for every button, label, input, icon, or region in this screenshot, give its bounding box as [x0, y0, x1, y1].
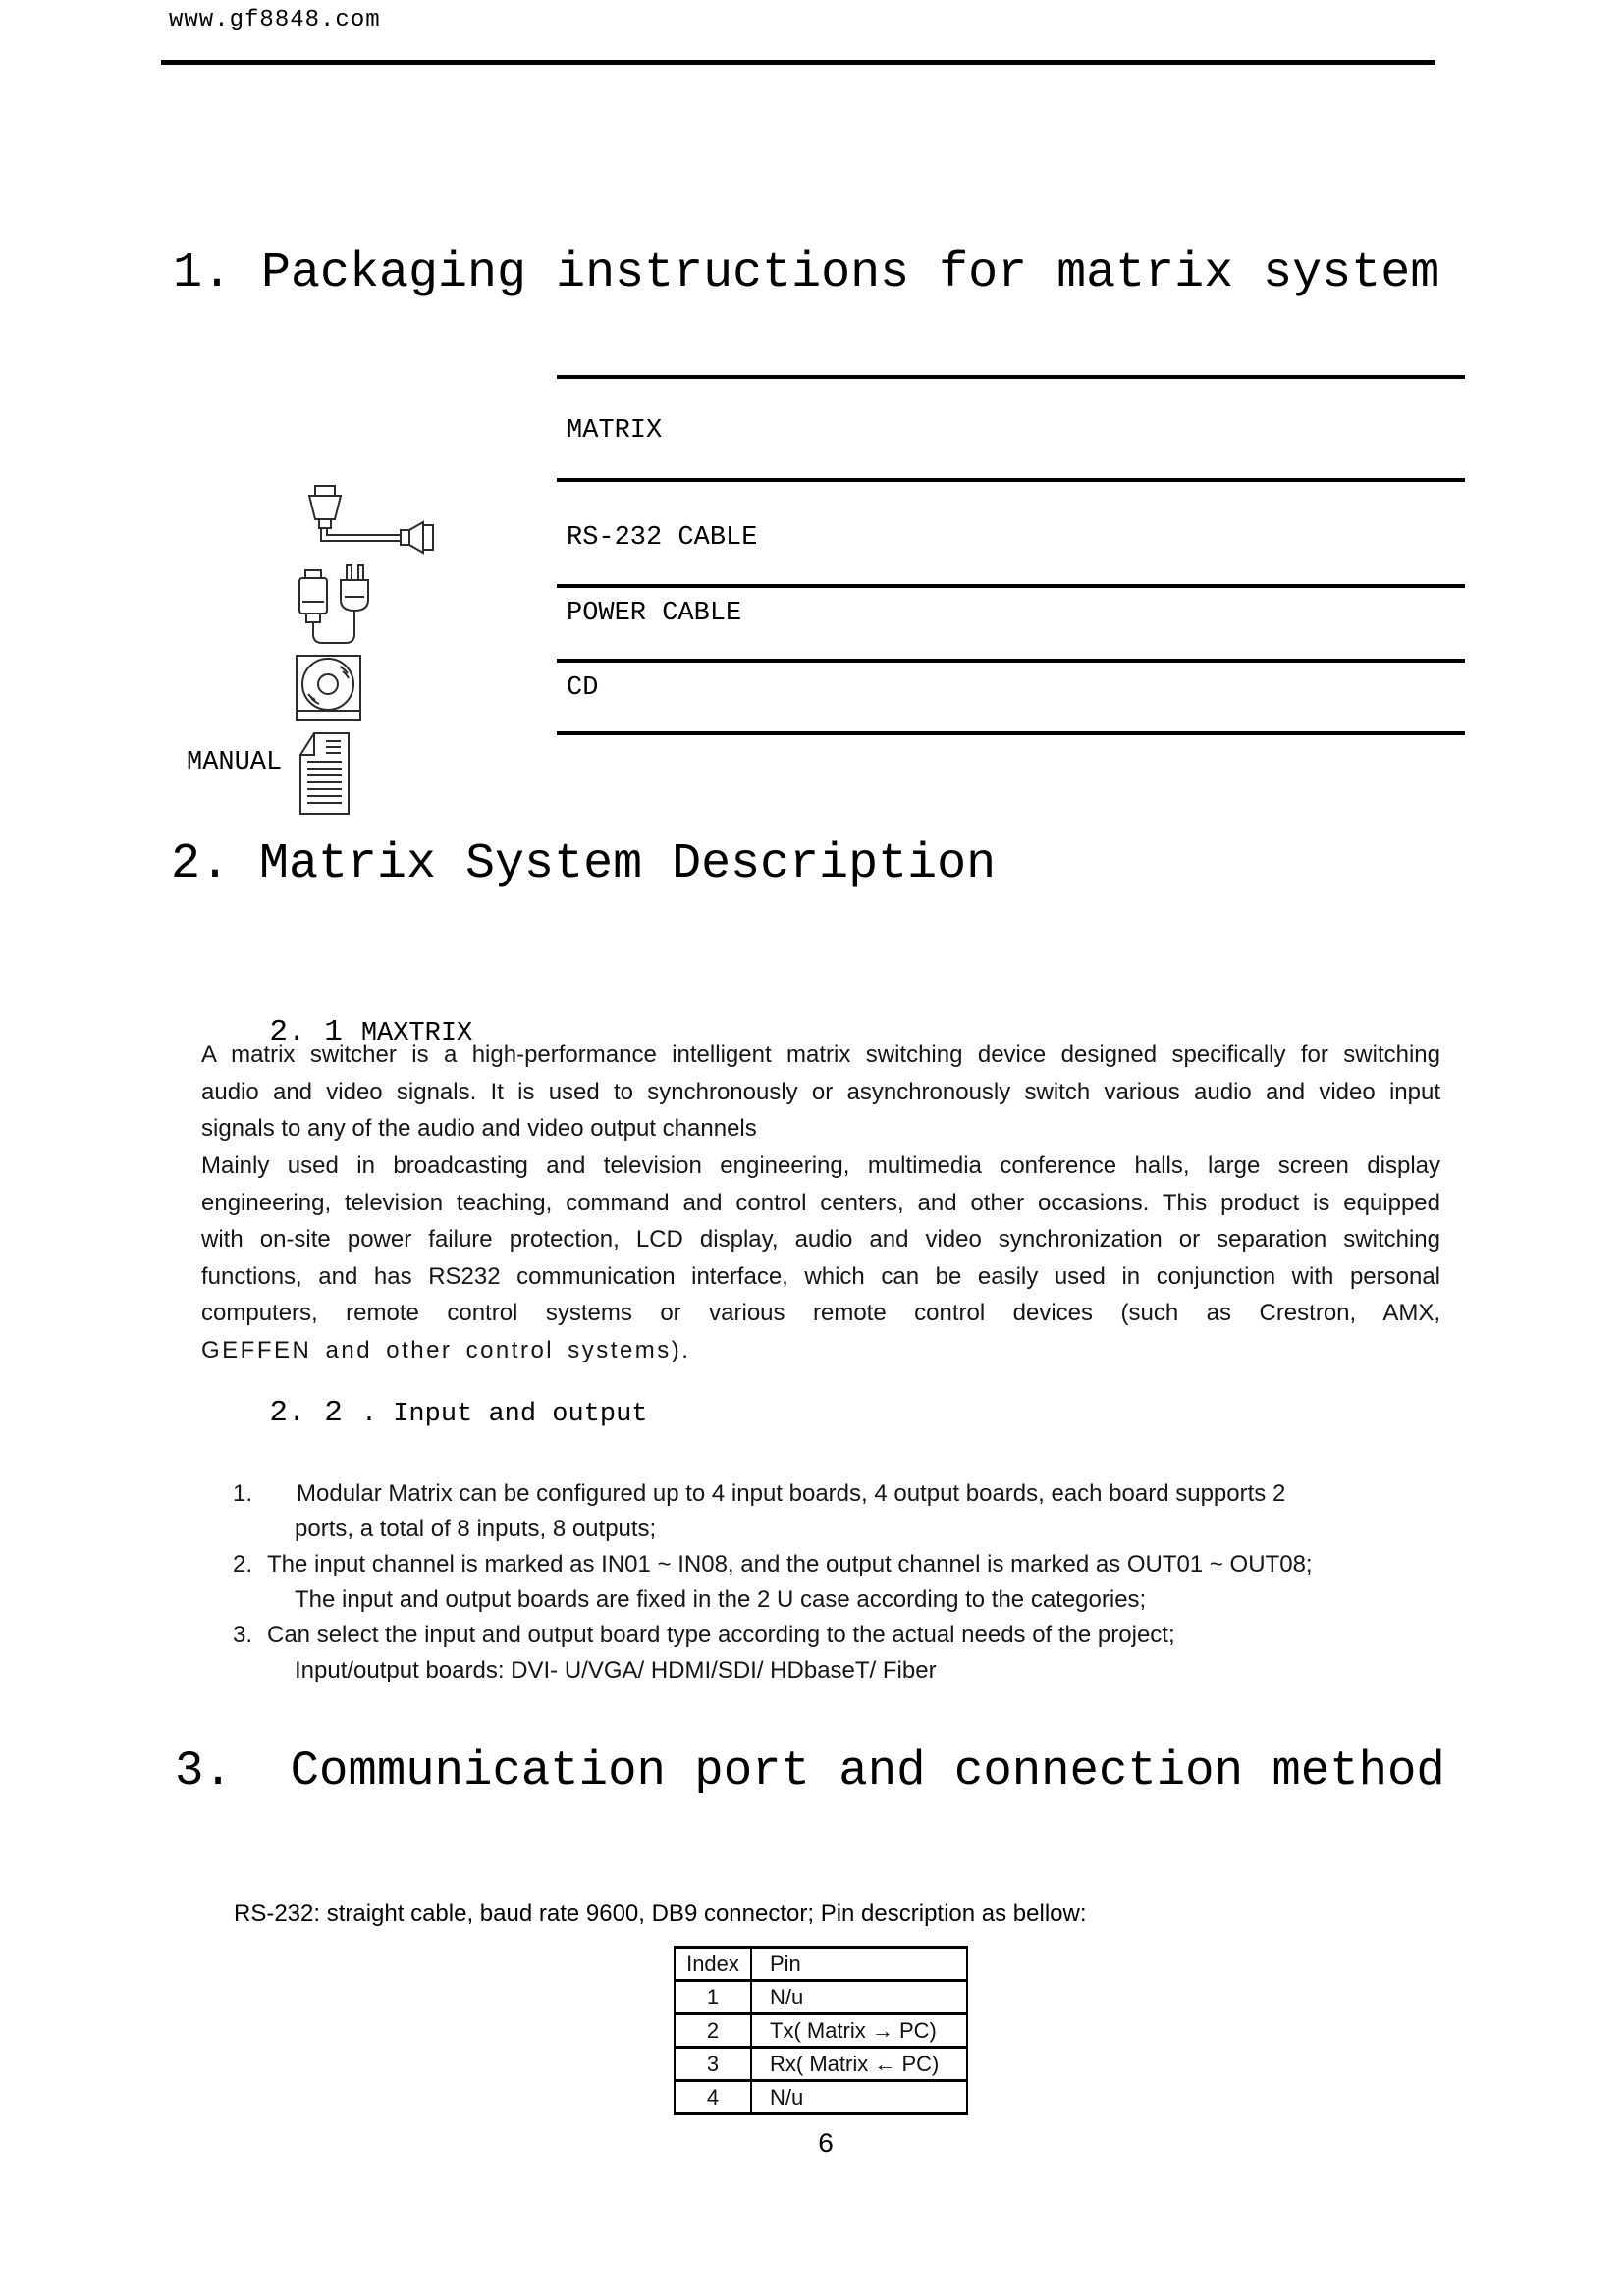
packing-rule	[557, 375, 1465, 379]
rs232-description: RS-232: straight cable, baud rate 9600, DB9 connector; Pin description as bellow:	[234, 1900, 1087, 1927]
text-line: GEFFEN and other control systems).	[201, 1336, 691, 1363]
list-item-1	[233, 1476, 1440, 1547]
text-line: audio and video signals. It is used to synchronously or asynchronously switch various audio and video input	[201, 1078, 1440, 1105]
list-item-marker: 2.	[233, 1551, 253, 1577]
text-line: ports, a total of 8 inputs, 8 outputs;	[295, 1516, 657, 1542]
text-line: signals to any of the audio and video output channels	[201, 1115, 757, 1142]
packing-rule	[557, 659, 1465, 663]
page-number: 6	[817, 2130, 835, 2161]
pin-table-row	[675, 2048, 967, 2081]
pin-table-row	[675, 2014, 967, 2048]
pin-table-container	[674, 1946, 968, 2115]
pin-table-cell: 3	[675, 2048, 751, 2081]
subsection-title: . Input and output	[360, 1400, 648, 1429]
subsection-title: MAXTRIX	[360, 1019, 473, 1048]
text-line: computers, remote control systems or various remote control devices (such as Crestron, AMX,	[201, 1300, 1440, 1326]
section1-heading: 1. Packaging instructions for matrix system	[173, 245, 1440, 301]
rs232-cable-icon	[289, 485, 438, 556]
pin-table-header-row	[675, 1948, 967, 1981]
pin-table-cell: N/u	[751, 1981, 967, 2014]
packing-item-power-cable: POWER CABLE	[567, 599, 742, 628]
pin-table-cell: Rx( Matrix ← PC)	[751, 2048, 967, 2081]
subsection-number: 2. 2	[269, 1396, 343, 1430]
packing-item-rs232-cable: RS-232 CABLE	[567, 523, 758, 553]
site-url: www.gf8848.com	[169, 7, 381, 33]
subsection-2-2-heading	[232, 1378, 647, 1448]
pin-table-header-index: Index	[675, 1948, 751, 1981]
cd-icon	[296, 655, 362, 731]
packing-rule	[557, 478, 1465, 482]
pin-table-cell: Tx( Matrix → PC)	[751, 2014, 967, 2048]
packing-rule	[557, 731, 1465, 735]
subsection-number: 2. 1	[269, 1015, 343, 1049]
list-item-marker: 3.	[233, 1622, 253, 1648]
pin-table-cell: 2	[675, 2014, 751, 2048]
list-item-marker: 1.	[233, 1480, 253, 1507]
packing-item-manual: MANUAL	[187, 748, 283, 777]
packing-item-cd: CD	[567, 673, 599, 703]
input-output-list	[233, 1476, 1440, 1688]
text-line: functions, and has RS232 communication interface, which can be easily used in conjunction with personal	[201, 1262, 1440, 1290]
text-line: engineering, television teaching, command and control centers, and other occasions. This product is equipped	[201, 1189, 1440, 1216]
text-line: Can select the input and output board type according to the actual needs of the project;	[267, 1622, 1175, 1648]
list-item-lines	[233, 1618, 1440, 1688]
text-line: Input/output boards: DVI- U/VGA/ HDMI/SDI/ HDbaseT/ Fiber	[295, 1657, 937, 1683]
text-line: Modular Matrix can be configured up to 4 input boards, 4 output boards, each board supports 2	[297, 1480, 1286, 1507]
text-line: with on-site power failure protection, LCD display, audio and video synchronization or separation switching	[201, 1226, 1440, 1253]
section3-heading: 3. Communication port and connection method	[175, 1743, 1445, 1798]
manual-icon	[296, 732, 352, 815]
maxtrix-paragraph-2	[201, 1148, 1440, 1368]
pin-table-row	[675, 1981, 967, 2014]
list-item-lines	[233, 1476, 1440, 1547]
section2-heading: 2. Matrix System Description	[171, 836, 997, 892]
list-item-3	[233, 1618, 1440, 1688]
list-item-lines	[233, 1547, 1440, 1618]
pin-table-cell: N/u	[751, 2081, 967, 2114]
pin-table-body	[675, 1981, 967, 2114]
header-rule	[161, 60, 1435, 65]
power-cable-icon	[293, 564, 373, 651]
pin-table-row	[675, 2081, 967, 2114]
text-line: The input and output boards are fixed in the 2 U case according to the categories;	[295, 1586, 1147, 1613]
pin-table-cell: 1	[675, 1981, 751, 2014]
text-line: The input channel is marked as IN01 ~ IN08, and the output channel is marked as OUT01 ~ OUT08;	[267, 1551, 1313, 1577]
packing-item-matrix: MATRIX	[567, 416, 663, 446]
pin-table-cell: 4	[675, 2081, 751, 2114]
list-item-2	[233, 1547, 1440, 1618]
packing-rule	[557, 584, 1465, 588]
pin-table-header-pin: Pin	[751, 1948, 967, 1981]
text-line: A matrix switcher is a high-performance intelligent matrix switching device designed specifically for switching	[201, 1041, 1440, 1068]
maxtrix-paragraph-1	[201, 1037, 1440, 1148]
pin-table	[674, 1946, 968, 2115]
text-line: Mainly used in broadcasting and television engineering, multimedia conference halls, large screen display	[201, 1152, 1440, 1179]
